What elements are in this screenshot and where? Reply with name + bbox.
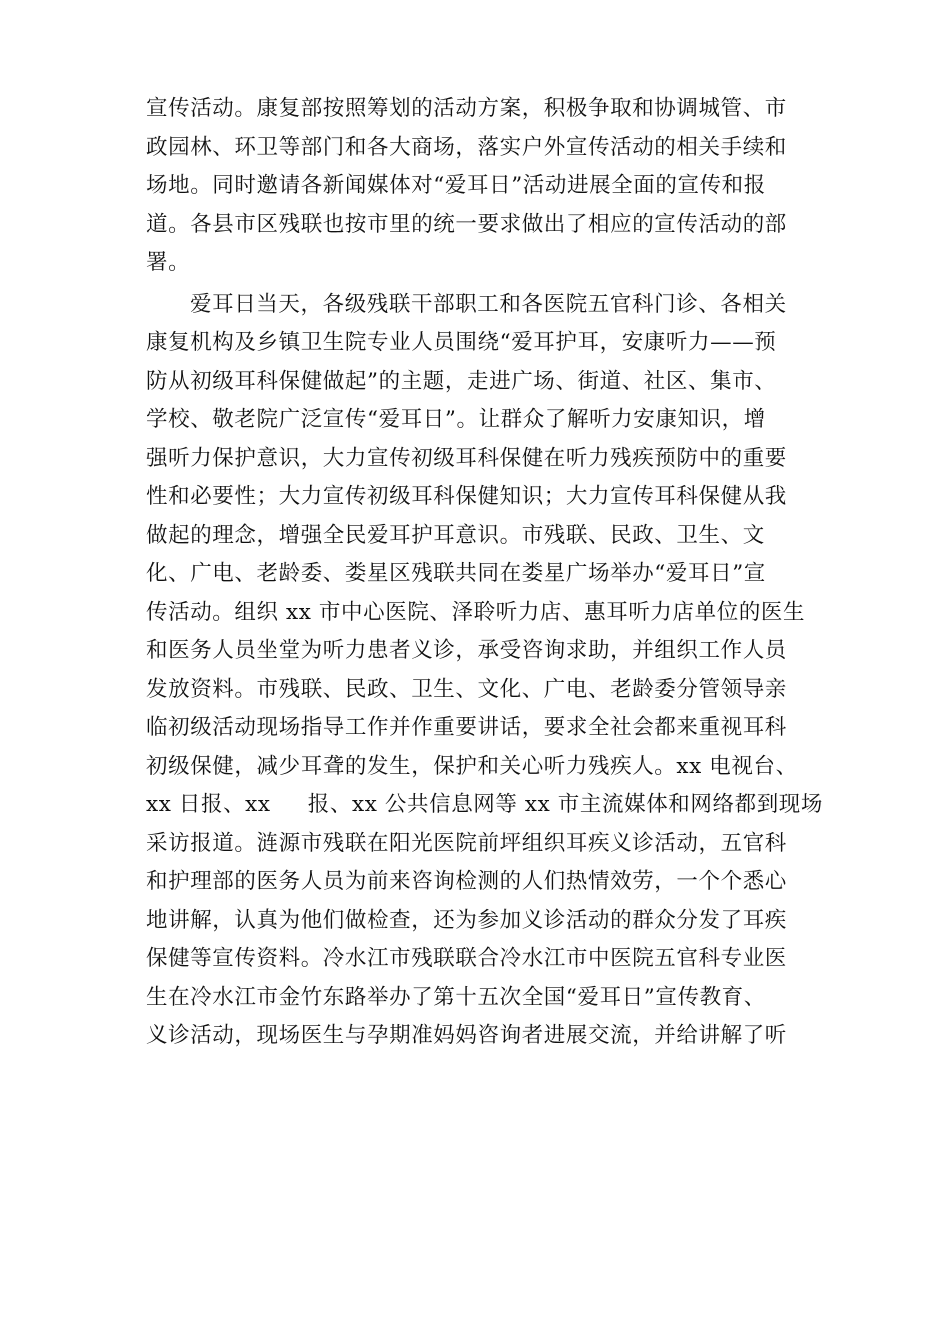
text-line: 康复机构及乡镇卫生院专业人员围绕“爱耳护耳，安康听力——预 [146, 330, 777, 355]
text-line: 场地。同时邀请各新闻媒体对“爱耳日”活动进展全面的宣传和报 [146, 173, 766, 198]
text-line: 性和必要性；大力宣传初级耳科保健知识；大力宣传耳科保健从我 [146, 484, 787, 509]
text-line: 学校、敬老院广泛宣传“爱耳日”。让群众了解听力安康知识，增 [146, 407, 766, 432]
text-line: xx 日报、xx 报、xx 公共信息网等 xx 市主流媒体和网络都到现场 [146, 792, 824, 817]
text-line: 义诊活动，现场医生与孕期准妈妈咨询者进展交流，并给讲解了听 [146, 1023, 787, 1048]
text-line: 采访报道。涟源市残联在阳光医院前坪组织耳疾义诊活动，五官科 [146, 830, 787, 856]
text-line: 化、广电、老龄委、娄星区残联共同在娄星广场举办“爱耳日”宣 [146, 561, 766, 586]
text-line: 生在冷水江市金竹东路举办了第十五次全国“爱耳日”宣传教育、 [146, 984, 766, 1010]
text-line: 和护理部的医务人员为前来咨询检测的人们热情效劳，一个个悉心 [146, 869, 787, 894]
text-line: 初级保健，减少耳聋的发生，保护和关心听力残疾人。xx 电视台、 [146, 753, 798, 779]
text-line: 爱耳日当天，各级残联干部职工和各医院五官科门诊、各相关 [190, 291, 787, 317]
text-line: 政园林、环卫等部门和各大商场，落实户外宣传活动的相关手续和 [146, 134, 787, 160]
paragraph [146, 286, 824, 1056]
text-line: 道。各县市区残联也按市里的统一要求做出了相应的宣传活动的部 [146, 211, 787, 237]
text-line: 宣传活动。康复部按照筹划的活动方案，积极争取和协调城管、市 [146, 96, 787, 121]
text-line: 传活动。组织 xx 市中心医院、泽聆听力店、惠耳听力店单位的医生 [146, 599, 806, 625]
text-line: 保健等宣传资料。冷水江市残联联合冷水江市中医院五官科专业医 [146, 946, 787, 971]
text-line: 署。 [146, 250, 191, 275]
text-line: 发放资料。市残联、民政、卫生、文化、广电、老龄委分管领导亲 [146, 676, 787, 702]
text-line: 做起的理念，增强全民爱耳护耳意识。市残联、民政、卫生、文 [146, 522, 765, 548]
text-line: 强听力保护意识，大力宣传初级耳科保健在听力残疾预防中的重要 [146, 445, 787, 471]
body-text [146, 90, 824, 1056]
paragraph [146, 90, 810, 283]
text-line: 临初级活动现场指导工作并作重要讲话，要求全社会都来重视耳科 [146, 715, 787, 740]
text-line: 地讲解，认真为他们做检查，还为参加义诊活动的群众分发了耳疾 [146, 907, 787, 933]
text-line: 防从初级耳科保健做起”的主题，走进广场、街道、社区、集市、 [146, 368, 777, 394]
text-line: 和医务人员坐堂为听力患者义诊，承受咨询求助，并组织工作人员 [146, 638, 787, 663]
